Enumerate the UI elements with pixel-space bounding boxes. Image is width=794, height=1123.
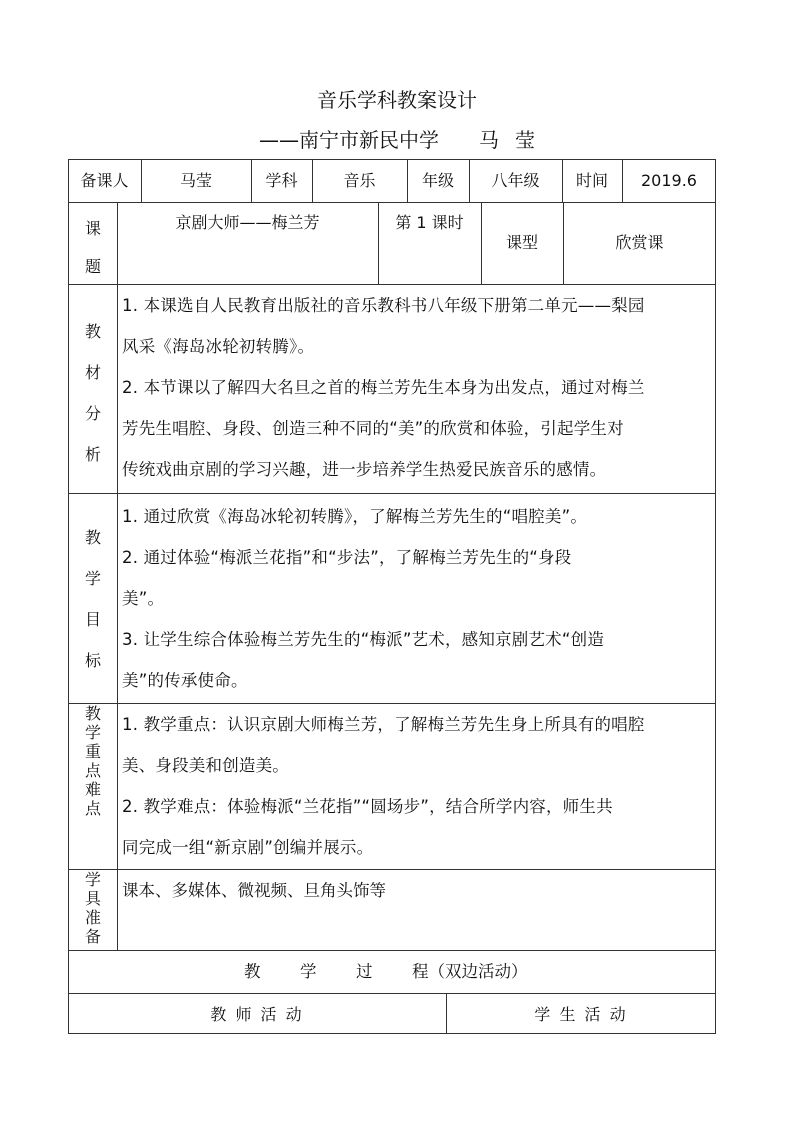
label-material: 教 材 分 析 <box>84 322 101 464</box>
page-title: 音乐学科教案设计 <box>317 88 477 112</box>
label-time: 时间 <box>575 171 608 190</box>
row-divider <box>68 202 716 203</box>
student-activity-header: 学 生 活 动 <box>534 1005 628 1024</box>
time-value: 2019.6 <box>641 171 697 190</box>
col-divider <box>117 202 118 950</box>
row-divider <box>68 869 716 870</box>
row-divider <box>68 493 716 494</box>
author-name-1: 马 <box>479 128 499 152</box>
label-tools: 学 具 准 备 <box>84 870 101 946</box>
key-points-text: 1. 教学重点：认识京剧大师梅兰芳，了解梅兰芳先生身上所具有的唱腔 美、身段美和创造美。 2. 教学难点：体验梅派“兰花指”“圆场步”，结合所学内容，师生共 同完成一组“新京剧”创编并展示。 <box>122 715 645 857</box>
teacher-activity-header: 教 师 活 动 <box>210 1005 304 1024</box>
label-subject: 学科 <box>265 171 298 190</box>
label-key-points: 教 学 重 点 难 点 <box>84 704 101 818</box>
page-subtitle <box>0 124 794 153</box>
teaching-goals-text: 1. 通过欣赏《海岛冰轮初转腾》，了解梅兰芳先生的“唱腔美”。 2. 通过体验“梅派兰花指”和“步法”，了解梅兰芳先生的“身段 美”。 3. 让学生综合体验梅兰芳先生的“梅派”艺术，感知京剧艺术“创造 美”的传承使命。 <box>122 507 605 690</box>
label-topic-2: 题 <box>84 257 101 276</box>
label-grade: 年级 <box>421 171 454 190</box>
label-goals: 教 学 目 标 <box>84 528 101 670</box>
row-divider <box>68 993 716 994</box>
topic-value: 京剧大师——梅兰芳 <box>175 213 320 232</box>
label-topic-1: 课 <box>84 219 101 238</box>
label-teacher: 备课人 <box>80 171 129 190</box>
period-value: 第 1 课时 <box>395 213 464 232</box>
material-analysis-text: 1. 本课选自人民教育出版社的音乐教科书八年级下册第二单元——梨园 风采《海岛冰轮初转腾》。 2. 本节课以了解四大名旦之首的梅兰芳先生本身为出发点，通过对梅兰 芳先生唱腔、身段、创造三种不同的“美”的欣赏和体验，引起学生对 传统戏曲京剧的学习兴趣，进一步培养学生热爱民族音乐的感情。 <box>122 296 645 479</box>
subject-value: 音乐 <box>343 171 376 190</box>
type-value: 欣赏课 <box>615 233 664 252</box>
grade-value: 八年级 <box>491 171 540 190</box>
school-name: ——南宁市新民中学 <box>259 128 439 152</box>
tools-text: 课本、多媒体、微视频、旦角头饰等 <box>122 881 386 900</box>
row-divider <box>68 950 716 951</box>
author-name-2: 莹 <box>515 128 535 152</box>
process-heading: 教 学 过 程（双边活动） <box>244 962 528 981</box>
label-type: 课型 <box>505 233 538 252</box>
teacher-name: 马莹 <box>179 171 212 190</box>
